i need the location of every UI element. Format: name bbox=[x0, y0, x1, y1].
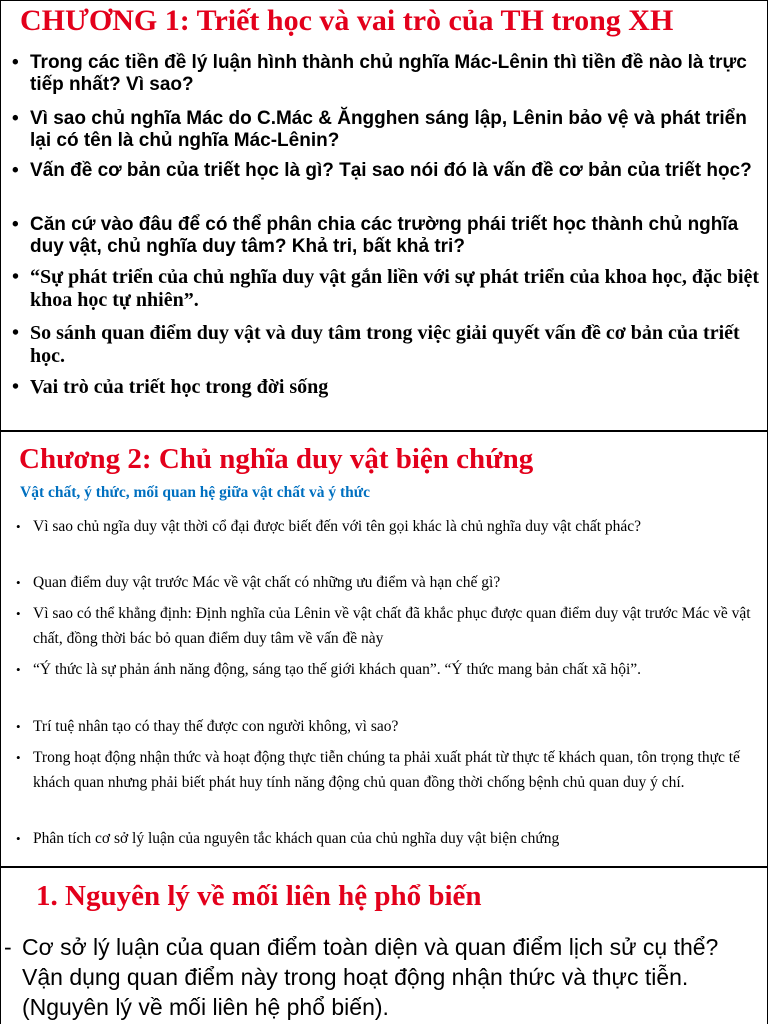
bullet-marker: • bbox=[16, 831, 21, 846]
chapter1-item bbox=[12, 266, 762, 312]
bullet-marker: • bbox=[16, 719, 21, 734]
chapter2-item bbox=[16, 826, 764, 851]
chapter2-item-text: “Ý thức là sự phản ánh năng động, sáng tạo thế giới khách quan”. “Ý thức mang bản chất xã hội”. bbox=[33, 661, 642, 678]
chapter1-item bbox=[12, 160, 762, 182]
chapter1-item-text: Vai trò của triết học trong đời sống bbox=[30, 376, 329, 398]
bullet-marker: • bbox=[16, 750, 21, 765]
chapter1-item-text: Vấn đề cơ bản của triết học là gì? Tại sao nói đó là vấn đề cơ bản của triết học? bbox=[30, 160, 752, 181]
chapter2-item-text: Quan điểm duy vật trước Mác về vật chất có những ưu điểm và hạn chế gì? bbox=[33, 574, 501, 591]
chapter1-item bbox=[12, 52, 762, 96]
chapter1-title: CHƯƠNG 1: Triết học và vai trò của TH trong XH bbox=[20, 4, 674, 37]
chapter1-item-text: Trong các tiền đề lý luận hình thành chủ nghĩa Mác-Lênin thì tiền đề nào là trực tiếp nhất? Vì sao? bbox=[30, 52, 747, 95]
chapter2-item bbox=[16, 714, 764, 739]
bullet-marker: • bbox=[16, 606, 21, 621]
bullet-marker: • bbox=[12, 322, 20, 344]
bullet-marker: • bbox=[12, 376, 20, 398]
bullet-marker: • bbox=[16, 662, 21, 677]
chapter2-item bbox=[16, 514, 764, 539]
chapter1-item-text: So sánh quan điểm duy vật và duy tâm trong việc giải quyết vấn đề cơ bản của triết học. bbox=[30, 322, 740, 367]
chapter1-item bbox=[12, 322, 762, 368]
section3-item bbox=[4, 932, 764, 1022]
section3-title: 1. Nguyên lý về mối liên hệ phổ biến bbox=[36, 880, 482, 912]
chapter2-item-text: Vì sao chủ ngĩa duy vật thời cổ đại được biết đến với tên gọi khác là chủ nghĩa duy vật chất phác? bbox=[33, 518, 642, 535]
chapter2-item bbox=[16, 745, 764, 795]
bullet-marker: • bbox=[12, 266, 20, 288]
bullet-marker: • bbox=[12, 160, 19, 181]
chapter2-item-text: Vì sao có thể khẳng định: Định nghĩa của Lênin về vật chất đã khắc phục được quan điểm duy vật trước Mác về vật chất, đồng thời bác bỏ quan điểm duy tâm về vấn đề này bbox=[33, 605, 751, 647]
section3-item-text: Cơ sở lý luận của quan điểm toàn diện và quan điểm lịch sử cụ thể? Vận dụng quan điểm này trong hoạt động nhận thức và thực tiễn. (Nguyên lý về mối liên hệ phổ biến). bbox=[22, 934, 719, 1020]
chapter1-item-text: Căn cứ vào đâu để có thể phân chia các trường phái triết học thành chủ nghĩa duy vật, chủ nghĩa duy tâm? Khả tri, bất khả tri? bbox=[30, 214, 739, 257]
bullet-marker: • bbox=[12, 52, 19, 73]
chapter2-item-text: Trí tuệ nhân tạo có thay thế được con người không, vì sao? bbox=[33, 718, 399, 735]
chapter1-item bbox=[12, 108, 762, 152]
chapter2-item bbox=[16, 570, 764, 595]
bullet-marker: • bbox=[12, 214, 19, 235]
chapter2-item bbox=[16, 601, 764, 651]
bullet-marker: • bbox=[16, 575, 21, 590]
dash-marker: - bbox=[4, 934, 12, 960]
chapter1-item bbox=[12, 214, 762, 258]
bullet-marker: • bbox=[16, 519, 21, 534]
chapter2-item-text: Phân tích cơ sở lý luận của nguyên tắc khách quan của chủ nghĩa duy vật biện chứng bbox=[33, 830, 560, 847]
chapter1-item-text: “Sự phát triển của chủ nghĩa duy vật gắn liền với sự phát triển của khoa học, đặc biệt khoa học tự nhiên”. bbox=[30, 266, 760, 311]
chapter1-item bbox=[12, 376, 762, 399]
chapter1-item-text: Vì sao chủ nghĩa Mác do C.Mác & Ăngghen sáng lập, Lênin bảo vệ và phát triển lại có tên là chủ nghĩa Mác-Lênin? bbox=[30, 108, 747, 151]
chapter2-subtitle: Vật chất, ý thức, mối quan hệ giữa vật chất và ý thức bbox=[20, 484, 370, 501]
chapter2-title: Chương 2: Chủ nghĩa duy vật biện chứng bbox=[19, 443, 534, 475]
chapter2-item bbox=[16, 657, 764, 682]
bullet-marker: • bbox=[12, 108, 19, 129]
chapter2-item-text: Trong hoạt động nhận thức và hoạt động thực tiễn chúng ta phải xuất phát từ thực tế khách quan, tôn trọng thực tế khách quan nhưng phải biết phát huy tính năng động chủ quan đồng thời chống bệnh chủ quan duy ý chí. bbox=[33, 749, 740, 791]
